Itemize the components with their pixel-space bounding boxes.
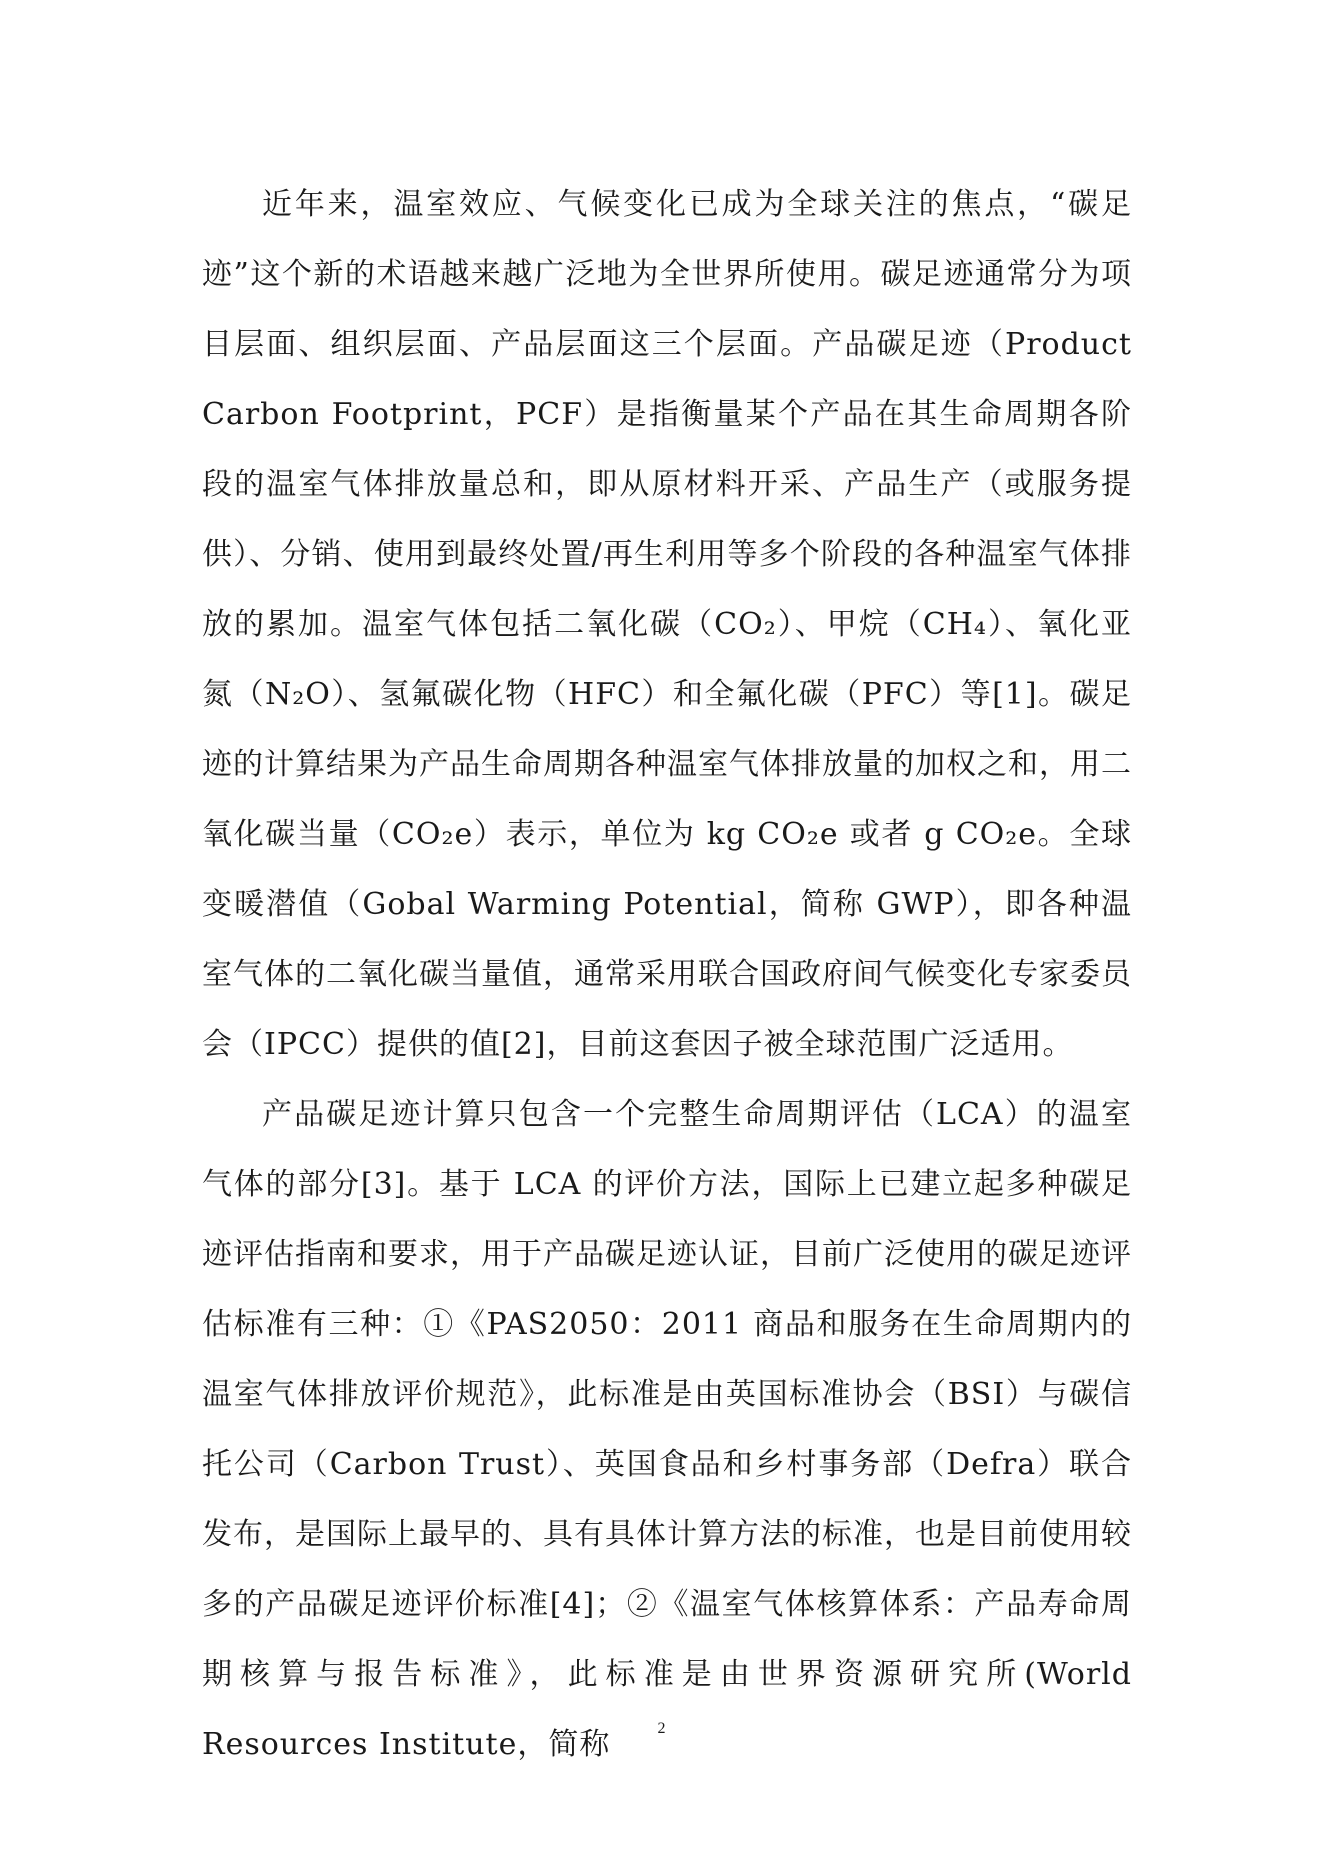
page-number: 2	[657, 1720, 666, 1737]
paragraph-lca-standards: 产品碳足迹计算只包含一个完整生命周期评估（LCA）的温室气体的部分[3]。基于 LCA 的评价方法，国际上已建立起多种碳足迹评估指南和要求，用于产品碳足迹认证，目前广泛使用的碳足迹评估标准有三种：①《PAS2050：2011 商品和服务在生命周期内的温室气体排放评价规范》，此标准是由英国标准协会（BSI）与碳信托公司（Carbon Trust）、英国食品和乡村事务部（Defra）联合发布，是国际上最早的、具有具体计算方法的标准，也是目前使用较多的产品碳足迹评价标准[4]；②《温室气体核算体系：产品寿命周期核算与报告标准》，此标准是由世界资源研究所(World Resources Institute，简称	[202, 1097, 1132, 1762]
paragraph-carbon-footprint-intro: 近年来，温室效应、气候变化已成为全球关注的焦点，“碳足迹”这个新的术语越来越广泛地为全世界所使用。碳足迹通常分为项目层面、组织层面、产品层面这三个层面。产品碳足迹（Product Carbon Footprint，PCF）是指衡量某个产品在其生命周期各阶段的温室气体排放量总和，即从原材料开采、产品生产（或服务提供）、分销、使用到最终处置/再生利用等多个阶段的各种温室气体排放的累加。温室气体包括二氧化碳（CO₂）、甲烷（CH₄）、氧化亚氮（N₂O）、氢氟碳化物（HFC）和全氟化碳（PFC）等[1]。碳足迹的计算结果为产品生命周期各种温室气体排放量的加权之和，用二氧化碳当量（CO₂e）表示，单位为 kg CO₂e 或者 g CO₂e。全球变暖潜值（Gobal Warming Potential，简称 GWP），即各种温室气体的二氧化碳当量值，通常采用联合国政府间气候变化专家委员会（IPCC）提供的值[2]，目前这套因子被全球范围广泛适用。	[202, 187, 1132, 1062]
body-text	[202, 170, 1132, 1780]
